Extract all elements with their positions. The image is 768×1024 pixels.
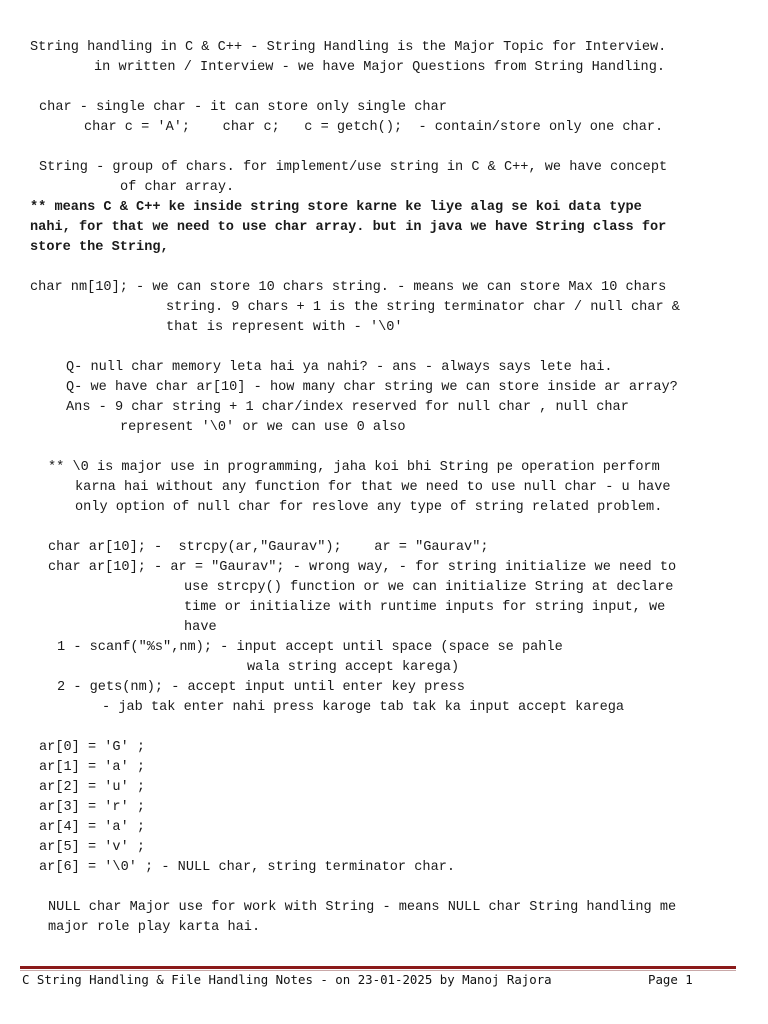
text-line: in written / Interview - we have Major Questions from String Handling. <box>94 60 666 75</box>
text-line: that is represent with - '\0' <box>166 320 403 335</box>
code-line: ar[5] = 'v' ; <box>39 840 146 855</box>
code-line: ar[4] = 'a' ; <box>39 820 146 835</box>
answer-line: Ans - 9 char string + 1 char/index reserved for null char , null char <box>66 400 629 415</box>
text-line: NULL char Major use for work with String - means NULL char String handling me <box>48 900 677 915</box>
bold-note-line: ** means C & C++ ke inside string store karne ke liye alag se koi data type <box>30 200 642 215</box>
text-line: wala string accept karega) <box>247 660 460 675</box>
code-line: ar[3] = 'r' ; <box>39 800 146 815</box>
question-line: Q- null char memory leta hai ya nahi? - ans - always says lete hai. <box>66 360 613 375</box>
question-line: Q- we have char ar[10] - how many char string we can store inside ar array? <box>66 380 678 395</box>
text-line: karna hai without any function for that we need to use null char - u have <box>75 480 671 495</box>
code-line: char ar[10]; - strcpy(ar,"Gaurav"); ar = "Gaurav"; <box>48 540 489 555</box>
footer-divider <box>20 966 736 969</box>
code-line: ar[6] = '\0' ; - NULL char, string terminator char. <box>39 860 456 875</box>
text-line: ** \0 is major use in programming, jaha koi bhi String pe operation perform <box>48 460 660 475</box>
text-line: String - group of chars. for implement/use string in C & C++, we have concept <box>39 160 668 175</box>
text-line: of char array. <box>120 180 235 195</box>
text-line: char c = 'A'; char c; c = getch(); - contain/store only one char. <box>84 120 664 135</box>
text-line: major role play karta hai. <box>48 920 261 935</box>
code-line: ar[1] = 'a' ; <box>39 760 146 775</box>
code-line: char ar[10]; - ar = "Gaurav"; - wrong way, - for string initialize we need to <box>48 560 677 575</box>
text-line: char - single char - it can store only single char <box>39 100 447 115</box>
code-line: ar[0] = 'G' ; <box>39 740 146 755</box>
text-line: - jab tak enter nahi press karoge tab tak ka input accept karega <box>102 700 625 715</box>
bold-note-line: store the String, <box>30 240 169 255</box>
text-line: have <box>184 620 217 635</box>
answer-line: represent '\0' or we can use 0 also <box>120 420 406 435</box>
text-line: use strcpy() function or we can initialize String at declare <box>184 580 674 595</box>
text-line: string. 9 chars + 1 is the string terminator char / null char & <box>166 300 680 315</box>
code-line: 2 - gets(nm); - accept input until enter key press <box>57 680 465 695</box>
text-line: only option of null char for reslove any type of string related problem. <box>75 500 663 515</box>
text-line: char nm[10]; - we can store 10 chars string. - means we can store Max 10 chars <box>30 280 667 295</box>
bold-note-line: nahi, for that we need to use char array. but in java we have String class for <box>30 220 667 235</box>
page-number: Page 1 <box>648 972 693 987</box>
text-line: String handling in C & C++ - String Handling is the Major Topic for Interview. <box>30 40 667 55</box>
code-line: ar[2] = 'u' ; <box>39 780 146 795</box>
code-line: 1 - scanf("%s",nm); - input accept until space (space se pahle <box>57 640 563 655</box>
text-line: time or initialize with runtime inputs for string input, we <box>184 600 666 615</box>
footer-title: C String Handling & File Handling Notes - on 23-01-2025 by Manoj Rajora <box>22 972 552 987</box>
